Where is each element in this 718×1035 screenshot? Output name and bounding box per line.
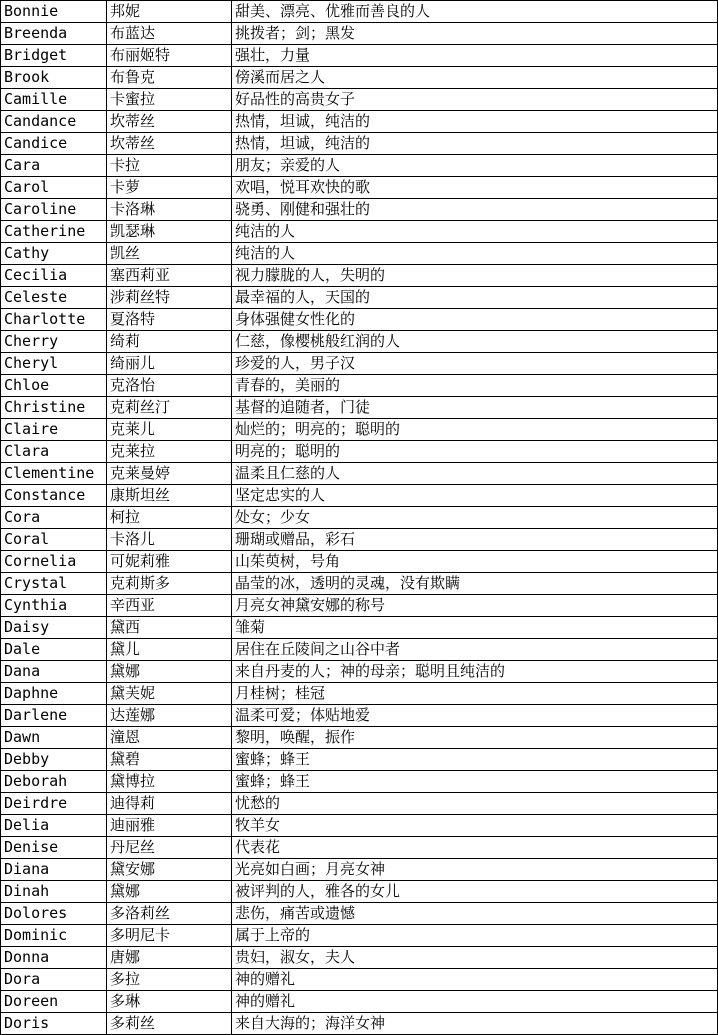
table-row bbox=[1, 353, 718, 375]
chinese-name-cell: 多莉丝 bbox=[107, 1013, 232, 1035]
meaning-cell: 被评判的人，雅各的女儿 bbox=[232, 881, 718, 903]
english-name-cell: Dale bbox=[1, 639, 107, 661]
chinese-name-cell: 多琳 bbox=[107, 991, 232, 1013]
table-row bbox=[1, 45, 718, 67]
chinese-name-cell: 唐娜 bbox=[107, 947, 232, 969]
meaning-cell: 黎明，唤醒，振作 bbox=[232, 727, 718, 749]
table-row bbox=[1, 133, 718, 155]
chinese-name-cell: 绮莉 bbox=[107, 331, 232, 353]
english-name-cell: Constance bbox=[1, 485, 107, 507]
meaning-cell: 悲伤，痛苦或遗憾 bbox=[232, 903, 718, 925]
table-row bbox=[1, 749, 718, 771]
meaning-cell: 灿烂的；明亮的；聪明的 bbox=[232, 419, 718, 441]
meaning-cell: 光亮如白画；月亮女神 bbox=[232, 859, 718, 881]
english-name-cell: Delia bbox=[1, 815, 107, 837]
table-row bbox=[1, 573, 718, 595]
english-name-cell: Daphne bbox=[1, 683, 107, 705]
meaning-cell: 月桂树；桂冠 bbox=[232, 683, 718, 705]
meaning-cell: 好品性的高贵女子 bbox=[232, 89, 718, 111]
meaning-cell: 神的赠礼 bbox=[232, 991, 718, 1013]
english-name-cell: Cathy bbox=[1, 243, 107, 265]
chinese-name-cell: 黛博拉 bbox=[107, 771, 232, 793]
english-name-cell: Candice bbox=[1, 133, 107, 155]
meaning-cell: 热情，坦诚，纯洁的 bbox=[232, 133, 718, 155]
table-row bbox=[1, 177, 718, 199]
meaning-cell: 甜美、漂亮、优雅而善良的人 bbox=[232, 1, 718, 23]
meaning-cell: 仁慈，像樱桃般红润的人 bbox=[232, 331, 718, 353]
english-name-cell: Caroline bbox=[1, 199, 107, 221]
meaning-cell: 最幸福的人，天国的 bbox=[232, 287, 718, 309]
chinese-name-cell: 克莉斯多 bbox=[107, 573, 232, 595]
chinese-name-cell: 潼恩 bbox=[107, 727, 232, 749]
english-name-cell: Diana bbox=[1, 859, 107, 881]
chinese-name-cell: 黛娜 bbox=[107, 661, 232, 683]
english-name-cell: Cynthia bbox=[1, 595, 107, 617]
meaning-cell: 晶莹的冰，透明的灵魂，没有欺瞒 bbox=[232, 573, 718, 595]
table-row bbox=[1, 441, 718, 463]
table-row bbox=[1, 771, 718, 793]
english-name-cell: Brook bbox=[1, 67, 107, 89]
table-row bbox=[1, 155, 718, 177]
meaning-cell: 蜜蜂；蜂王 bbox=[232, 749, 718, 771]
table-row bbox=[1, 551, 718, 573]
english-name-cell: Claire bbox=[1, 419, 107, 441]
table-row bbox=[1, 199, 718, 221]
chinese-name-cell: 凯丝 bbox=[107, 243, 232, 265]
chinese-name-cell: 可妮莉雅 bbox=[107, 551, 232, 573]
meaning-cell: 蜜蜂；蜂王 bbox=[232, 771, 718, 793]
chinese-name-cell: 克莱曼婷 bbox=[107, 463, 232, 485]
english-name-cell: Darlene bbox=[1, 705, 107, 727]
meaning-cell: 温柔可爱；体贴地爱 bbox=[232, 705, 718, 727]
meaning-cell: 纯洁的人 bbox=[232, 243, 718, 265]
chinese-name-cell: 坎蒂丝 bbox=[107, 133, 232, 155]
english-name-cell: Candance bbox=[1, 111, 107, 133]
meaning-cell: 挑拨者；剑；黑发 bbox=[232, 23, 718, 45]
table-row bbox=[1, 617, 718, 639]
table-row bbox=[1, 969, 718, 991]
table-row bbox=[1, 925, 718, 947]
english-name-cell: Bonnie bbox=[1, 1, 107, 23]
meaning-cell: 贵妇，淑女，夫人 bbox=[232, 947, 718, 969]
meaning-cell: 傍溪而居之人 bbox=[232, 67, 718, 89]
meaning-cell: 骁勇、刚健和强壮的 bbox=[232, 199, 718, 221]
chinese-name-cell: 黛安娜 bbox=[107, 859, 232, 881]
english-name-cell: Cecilia bbox=[1, 265, 107, 287]
table-row bbox=[1, 991, 718, 1013]
chinese-name-cell: 丹尼丝 bbox=[107, 837, 232, 859]
table-row bbox=[1, 595, 718, 617]
meaning-cell: 热情，坦诚，纯洁的 bbox=[232, 111, 718, 133]
table-row bbox=[1, 89, 718, 111]
chinese-name-cell: 多拉 bbox=[107, 969, 232, 991]
chinese-name-cell: 克洛怡 bbox=[107, 375, 232, 397]
table-row bbox=[1, 243, 718, 265]
chinese-name-cell: 布鲁克 bbox=[107, 67, 232, 89]
table-row bbox=[1, 881, 718, 903]
english-name-cell: Donna bbox=[1, 947, 107, 969]
english-name-cell: Bridget bbox=[1, 45, 107, 67]
chinese-name-cell: 多洛莉丝 bbox=[107, 903, 232, 925]
english-name-cell: Camille bbox=[1, 89, 107, 111]
table-row bbox=[1, 705, 718, 727]
english-name-cell: Debby bbox=[1, 749, 107, 771]
chinese-name-cell: 绮丽儿 bbox=[107, 353, 232, 375]
english-name-cell: Coral bbox=[1, 529, 107, 551]
chinese-name-cell: 卡萝 bbox=[107, 177, 232, 199]
table-row bbox=[1, 683, 718, 705]
chinese-name-cell: 迪丽雅 bbox=[107, 815, 232, 837]
english-name-cell: Carol bbox=[1, 177, 107, 199]
chinese-name-cell: 黛西 bbox=[107, 617, 232, 639]
meaning-cell: 珊瑚或赠品，彩石 bbox=[232, 529, 718, 551]
english-name-cell: Daisy bbox=[1, 617, 107, 639]
chinese-name-cell: 克莱儿 bbox=[107, 419, 232, 441]
english-name-cell: Cornelia bbox=[1, 551, 107, 573]
english-name-cell: Cara bbox=[1, 155, 107, 177]
chinese-name-cell: 多明尼卡 bbox=[107, 925, 232, 947]
english-name-cell: Dana bbox=[1, 661, 107, 683]
english-name-cell: Dora bbox=[1, 969, 107, 991]
table-row bbox=[1, 903, 718, 925]
meaning-cell: 视力朦胧的人，失明的 bbox=[232, 265, 718, 287]
table-row bbox=[1, 419, 718, 441]
table-row bbox=[1, 485, 718, 507]
table-row bbox=[1, 111, 718, 133]
english-name-cell: Clementine bbox=[1, 463, 107, 485]
chinese-name-cell: 柯拉 bbox=[107, 507, 232, 529]
meaning-cell: 居住在丘陵间之山谷中者 bbox=[232, 639, 718, 661]
table-row bbox=[1, 837, 718, 859]
table-row bbox=[1, 815, 718, 837]
english-name-cell: Cherry bbox=[1, 331, 107, 353]
chinese-name-cell: 黛碧 bbox=[107, 749, 232, 771]
meaning-cell: 来自大海的；海洋女神 bbox=[232, 1013, 718, 1035]
english-name-cell: Cheryl bbox=[1, 353, 107, 375]
table-row bbox=[1, 529, 718, 551]
chinese-name-cell: 康斯坦丝 bbox=[107, 485, 232, 507]
english-name-cell: Chloe bbox=[1, 375, 107, 397]
english-name-cell: Dominic bbox=[1, 925, 107, 947]
table-row bbox=[1, 67, 718, 89]
meaning-cell: 坚定忠实的人 bbox=[232, 485, 718, 507]
english-name-cell: Clara bbox=[1, 441, 107, 463]
table-row bbox=[1, 397, 718, 419]
english-name-cell: Doreen bbox=[1, 991, 107, 1013]
table-row bbox=[1, 331, 718, 353]
meaning-cell: 珍爱的人，男子汉 bbox=[232, 353, 718, 375]
meaning-cell: 山茱萸树，号角 bbox=[232, 551, 718, 573]
chinese-name-cell: 卡洛儿 bbox=[107, 529, 232, 551]
chinese-name-cell: 克莉丝汀 bbox=[107, 397, 232, 419]
chinese-name-cell: 卡蜜拉 bbox=[107, 89, 232, 111]
english-name-cell: Dawn bbox=[1, 727, 107, 749]
table-row bbox=[1, 639, 718, 661]
english-name-cell: Deirdre bbox=[1, 793, 107, 815]
chinese-name-cell: 夏洛特 bbox=[107, 309, 232, 331]
chinese-name-cell: 坎蒂丝 bbox=[107, 111, 232, 133]
meaning-cell: 代表花 bbox=[232, 837, 718, 859]
meaning-cell: 温柔且仁慈的人 bbox=[232, 463, 718, 485]
table-row bbox=[1, 793, 718, 815]
chinese-name-cell: 布丽姬特 bbox=[107, 45, 232, 67]
meaning-cell: 雏菊 bbox=[232, 617, 718, 639]
table-row bbox=[1, 265, 718, 287]
meaning-cell: 欢唱，悦耳欢快的歌 bbox=[232, 177, 718, 199]
english-name-cell: Dinah bbox=[1, 881, 107, 903]
meaning-cell: 基督的追随者，门徒 bbox=[232, 397, 718, 419]
table-row bbox=[1, 661, 718, 683]
table-row bbox=[1, 287, 718, 309]
table-row bbox=[1, 947, 718, 969]
table-row bbox=[1, 309, 718, 331]
meaning-cell: 身体强健女性化的 bbox=[232, 309, 718, 331]
meaning-cell: 强壮，力量 bbox=[232, 45, 718, 67]
table-row bbox=[1, 1013, 718, 1035]
english-name-cell: Celeste bbox=[1, 287, 107, 309]
chinese-name-cell: 涉莉丝特 bbox=[107, 287, 232, 309]
chinese-name-cell: 塞西莉亚 bbox=[107, 265, 232, 287]
chinese-name-cell: 迪得莉 bbox=[107, 793, 232, 815]
chinese-name-cell: 布蓝达 bbox=[107, 23, 232, 45]
english-name-cell: Doris bbox=[1, 1013, 107, 1035]
table-row bbox=[1, 727, 718, 749]
meaning-cell: 来自丹麦的人；神的母亲；聪明且纯洁的 bbox=[232, 661, 718, 683]
meaning-cell: 牧羊女 bbox=[232, 815, 718, 837]
english-name-cell: Denise bbox=[1, 837, 107, 859]
english-name-cell: Charlotte bbox=[1, 309, 107, 331]
meaning-cell: 纯洁的人 bbox=[232, 221, 718, 243]
chinese-name-cell: 达莲娜 bbox=[107, 705, 232, 727]
meaning-cell: 忧愁的 bbox=[232, 793, 718, 815]
meaning-cell: 青春的，美丽的 bbox=[232, 375, 718, 397]
table-row bbox=[1, 463, 718, 485]
table-row bbox=[1, 507, 718, 529]
chinese-name-cell: 黛娜 bbox=[107, 881, 232, 903]
meaning-cell: 处女；少女 bbox=[232, 507, 718, 529]
meaning-cell: 月亮女神黛安娜的称号 bbox=[232, 595, 718, 617]
table-row bbox=[1, 859, 718, 881]
meaning-cell: 朋友；亲爱的人 bbox=[232, 155, 718, 177]
table-row bbox=[1, 221, 718, 243]
english-name-cell: Crystal bbox=[1, 573, 107, 595]
chinese-name-cell: 黛芙妮 bbox=[107, 683, 232, 705]
table-row bbox=[1, 23, 718, 45]
chinese-name-cell: 邦妮 bbox=[107, 1, 232, 23]
chinese-name-cell: 黛儿 bbox=[107, 639, 232, 661]
chinese-name-cell: 克莱拉 bbox=[107, 441, 232, 463]
chinese-name-cell: 辛西亚 bbox=[107, 595, 232, 617]
chinese-name-cell: 卡拉 bbox=[107, 155, 232, 177]
names-table-body bbox=[1, 1, 718, 1035]
table-row bbox=[1, 1, 718, 23]
english-name-cell: Deborah bbox=[1, 771, 107, 793]
english-name-cell: Dolores bbox=[1, 903, 107, 925]
table-row bbox=[1, 375, 718, 397]
english-name-cell: Christine bbox=[1, 397, 107, 419]
meaning-cell: 明亮的；聪明的 bbox=[232, 441, 718, 463]
meaning-cell: 神的赠礼 bbox=[232, 969, 718, 991]
english-name-cell: Catherine bbox=[1, 221, 107, 243]
meaning-cell: 属于上帝的 bbox=[232, 925, 718, 947]
english-name-cell: Cora bbox=[1, 507, 107, 529]
chinese-name-cell: 卡洛琳 bbox=[107, 199, 232, 221]
english-name-cell: Breenda bbox=[1, 23, 107, 45]
chinese-name-cell: 凯瑟琳 bbox=[107, 221, 232, 243]
